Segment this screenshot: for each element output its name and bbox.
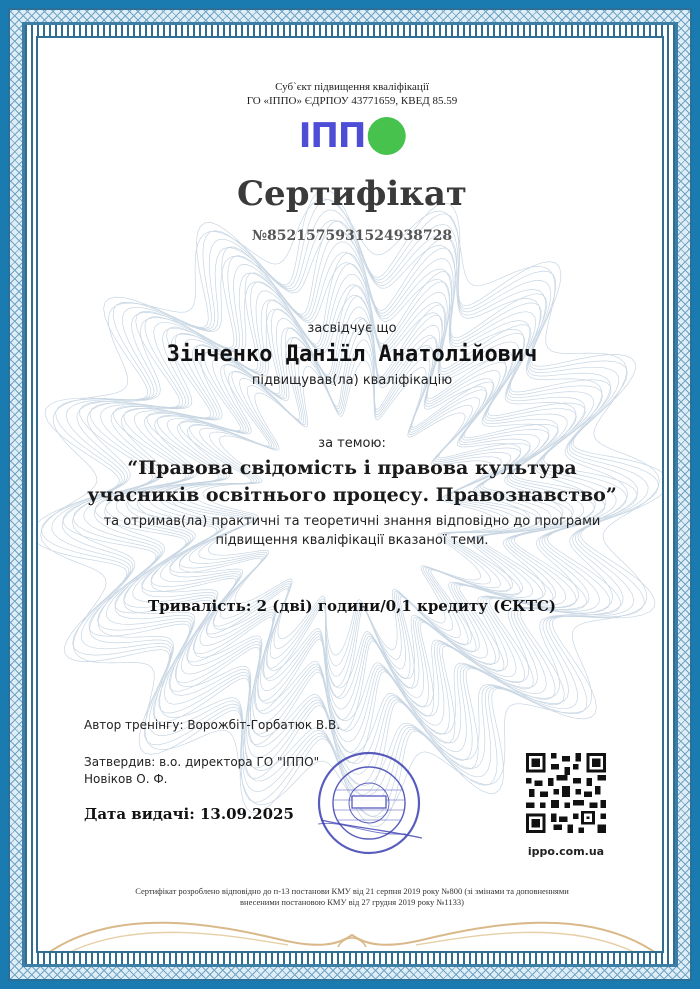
knowledge-line-1: та отримав(ла) практичні та теоретичні знання відповідно до програми — [103, 514, 601, 529]
website-link[interactable]: ippo.com.ua — [527, 845, 605, 858]
topic-line-2: учасників освітнього процесу. Правознавство” — [87, 484, 617, 506]
official-stamp — [316, 750, 422, 856]
logo-text: ІПП — [298, 116, 366, 156]
bottom-ornament — [38, 895, 664, 953]
issue-date: Дата видачі: 13.09.2025 — [84, 805, 294, 823]
training-author: Автор тренінгу: Ворожбіт-Горбатюк В.В. — [84, 718, 341, 732]
qr-code-icon[interactable] — [526, 753, 606, 833]
certificate-number: №8521575931524938728 — [251, 228, 453, 244]
topic-line-1: “Правова свідомість і правова культура — [127, 457, 577, 479]
approved-by-line-2: Новіков О. Ф. — [84, 772, 168, 786]
certificate-title: Сертифікат — [237, 174, 467, 214]
recipient-name: Зінченко Даніїл Анатолійович — [166, 342, 538, 367]
topic-label: за темою: — [318, 436, 386, 451]
knowledge-line-2: підвищення кваліфікації вказаної теми. — [215, 533, 489, 548]
issuer-line-2: ГО «ІППО» ЄДРПОУ 43771659, КВЕД 85.59 — [246, 95, 458, 107]
approved-by-line-1: Затвердив: в.о. директора ГО "ІППО" — [84, 755, 320, 769]
green-circle-logo-icon — [367, 117, 405, 155]
ippo-logo — [299, 116, 406, 156]
duration: Тривалість: 2 (дві) години/0,1 кредиту (ЄКТС) — [148, 597, 556, 615]
certifies-label: засвідчує що — [307, 321, 397, 336]
issuer-line-1: Суб`єкт підвищення кваліфікації — [275, 81, 429, 93]
footer-line-2: внесеними постановою КМУ від 27 грудня 2019 року №1133) — [240, 897, 464, 907]
footer-line-1: Сертифікат розроблено відповідно до п-13 постанови КМУ від 21 серпня 2019 року №800 (зі змінами та доповненнями — [135, 886, 569, 896]
certificate-body — [36, 36, 664, 953]
qualification-label: підвищував(ла) кваліфікацію — [251, 373, 453, 388]
